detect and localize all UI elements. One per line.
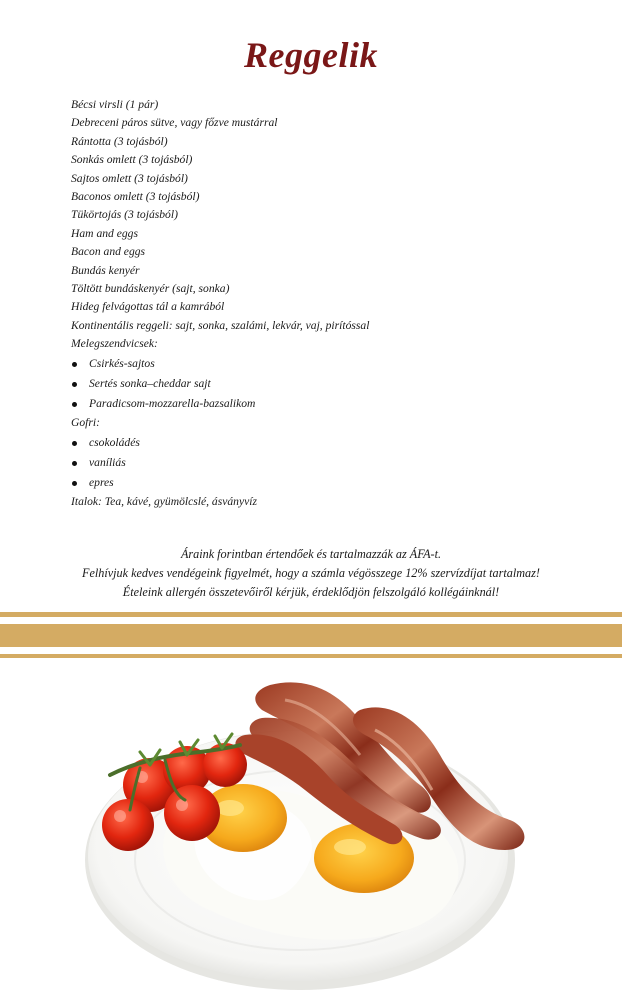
decorative-band-top xyxy=(0,612,622,617)
drinks-line: Italok: Tea, kávé, gyümölcslé, ásványvíz xyxy=(71,495,257,509)
melegszendvics-heading: Melegszendvicsek: xyxy=(71,337,158,351)
menu-item: Sonkás omlett (3 tojásból) xyxy=(71,153,193,167)
decorative-band xyxy=(0,624,622,647)
menu-item: Bécsi virsli (1 pár) xyxy=(71,98,159,111)
notice-line: Felhívjuk kedves vendégeink figyelmét, hogy a számla végösszege 12% szervízdíjat tartalmaz! xyxy=(82,566,540,580)
menu-item: Baconos omlett (3 tojásból) xyxy=(71,190,200,204)
menu-item: Hideg felvágottas tál a kamrából xyxy=(71,300,225,314)
menu-item: Bundás kenyér xyxy=(71,263,140,277)
gofri-options xyxy=(71,433,591,494)
breakfast-menu-list xyxy=(71,96,591,512)
gofri-heading: Gofri: xyxy=(71,416,100,430)
menu-item: Rántotta (3 tojásból) xyxy=(71,134,168,148)
bullet-item: csokoládés xyxy=(71,433,591,453)
menu-item: Töltött bundáskenyér (sajt, sonka) xyxy=(71,282,230,296)
menu-item: Ham and eggs xyxy=(71,226,138,240)
breakfast-photo xyxy=(0,660,622,1000)
price-notice xyxy=(0,545,622,602)
menu-item: Kontinentális reggeli: sajt, sonka, szalámi, lekvár, vaj, pirítóssal xyxy=(71,318,370,332)
menu-item: Tükörtojás (3 tojásból) xyxy=(71,208,178,222)
bullet-item: Csirkés-sajtos xyxy=(71,354,591,374)
menu-item: Sajtos omlett (3 tojásból) xyxy=(71,171,188,185)
menu-item: Bacon and eggs xyxy=(71,245,146,259)
bullet-item: Sertés sonka–cheddar sajt xyxy=(71,374,591,394)
menu-item: Debreceni páros sütve, vagy főzve mustárral xyxy=(71,116,278,130)
bullet-item: Paradicsom-mozzarella-bazsalikom xyxy=(71,394,591,414)
decorative-band-bottom xyxy=(0,654,622,658)
melegszendvics-options xyxy=(71,354,591,415)
notice-line: Áraink forintban értendőek és tartalmazzák az ÁFA-t. xyxy=(180,547,442,561)
notice-line: Ételeink allergén összetevőiről kérjük, érdeklődjön felszolgáló kollégáinknál! xyxy=(122,585,500,599)
page-title: Reggelik xyxy=(244,35,378,75)
bullet-item: vaníliás xyxy=(71,453,591,473)
bullet-item: epres xyxy=(71,473,591,493)
